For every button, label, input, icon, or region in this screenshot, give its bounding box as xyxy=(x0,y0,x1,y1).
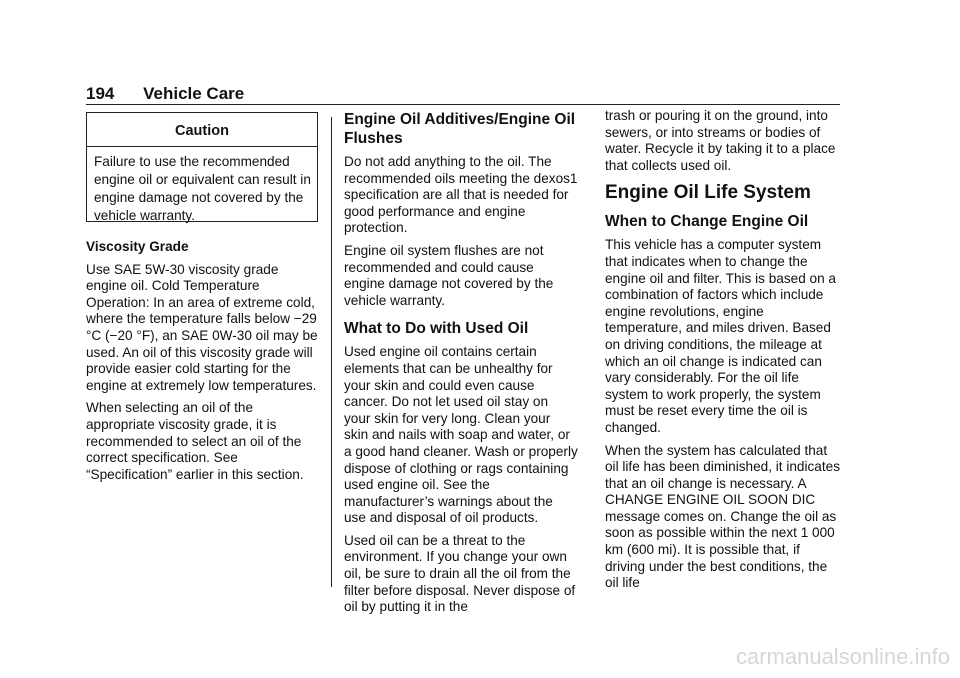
column-right xyxy=(605,108,840,598)
when-to-change-heading: When to Change Engine Oil xyxy=(605,213,809,231)
oil-change-indication-paragraph: When the system has calculated that oil life has been diminished, it indicates that an oil change is necessary. A CHANGE ENGINE OIL SOON DIC message comes on. Change the oil as soon as possible within the next 1 000 km (600 mi). It is possible that, if driving under the best conditions, the oil life xyxy=(605,442,841,591)
column-left xyxy=(86,112,318,489)
viscosity-paragraph: Use SAE 5W-30 viscosity grade engine oil. Cold Temperature Operation: In an area of extreme cold, where the temperature falls below −29 °C (−20 °F), an SAE 0W-30 oil may be used. An oil of this viscosity grade will provide easier cold starting for the engine at extremely low temperatures. xyxy=(86,261,318,393)
page-number: 194 xyxy=(86,84,115,103)
used-oil-heading: What to Do with Used Oil xyxy=(344,320,529,338)
additives-paragraph: Do not add anything to the oil. The recommended oils meeting the dexos1 specification are all that is needed for good performance and engine protection. xyxy=(344,154,578,236)
section-title: Vehicle Care xyxy=(143,84,245,103)
column-divider xyxy=(331,117,332,587)
oil-life-paragraph: This vehicle has a computer system that indicates when to change the engine oil and filter. This is based on a combination of factors which include engine revolutions, engine temperature, and miles driven. Based on driving conditions, the mileage at which an oil change is indicated can vary considerably. For the oil life system to work properly, the system must be reset every time the oil is changed. xyxy=(605,237,836,435)
viscosity-heading: Viscosity Grade xyxy=(86,239,189,254)
continued-paragraph: trash or pouring it on the ground, into sewers, or into streams or bodies of water. Recycle it by taking it to a place that collects used oil. xyxy=(605,108,836,173)
page-header xyxy=(86,84,244,104)
column-middle xyxy=(344,110,578,622)
viscosity-selection-paragraph: When selecting an oil of the appropriate viscosity grade, it is recommended to select an oil of the correct specification. See “Specification” earlier in this section. xyxy=(86,400,304,482)
caution-box xyxy=(86,112,318,222)
caution-title: Caution xyxy=(175,123,229,139)
watermark: carmanualsonline.info xyxy=(735,644,950,669)
header-divider xyxy=(86,104,840,105)
caution-body: Failure to use the recommended engine oil or equivalent can result in engine damage not covered by the vehicle warranty. xyxy=(94,154,311,223)
used-oil-paragraph: Used engine oil contains certain elements that can be unhealthy for your skin and could even cause cancer. Do not let used oil stay on your skin for very long. Clean your skin and nails with soap and water, or a good hand cleaner. Wash or properly dispose of clothing or rags containing used engine oil. See the manufacturer’s warnings about the use and disposal of oil products. xyxy=(344,344,578,526)
used-oil-environment-paragraph: Used oil can be a threat to the environment. If you change your own oil, be sure to drain all the oil from the filter before disposal. Never dispose of oil by putting it in the xyxy=(344,532,576,615)
flushes-paragraph: Engine oil system flushes are not recommended and could cause engine damage not covered by the vehicle warranty. xyxy=(344,242,554,308)
oil-life-system-heading: Engine Oil Life System xyxy=(605,182,811,204)
additives-heading: Engine Oil Additives/Engine Oil Flushes xyxy=(344,111,576,147)
